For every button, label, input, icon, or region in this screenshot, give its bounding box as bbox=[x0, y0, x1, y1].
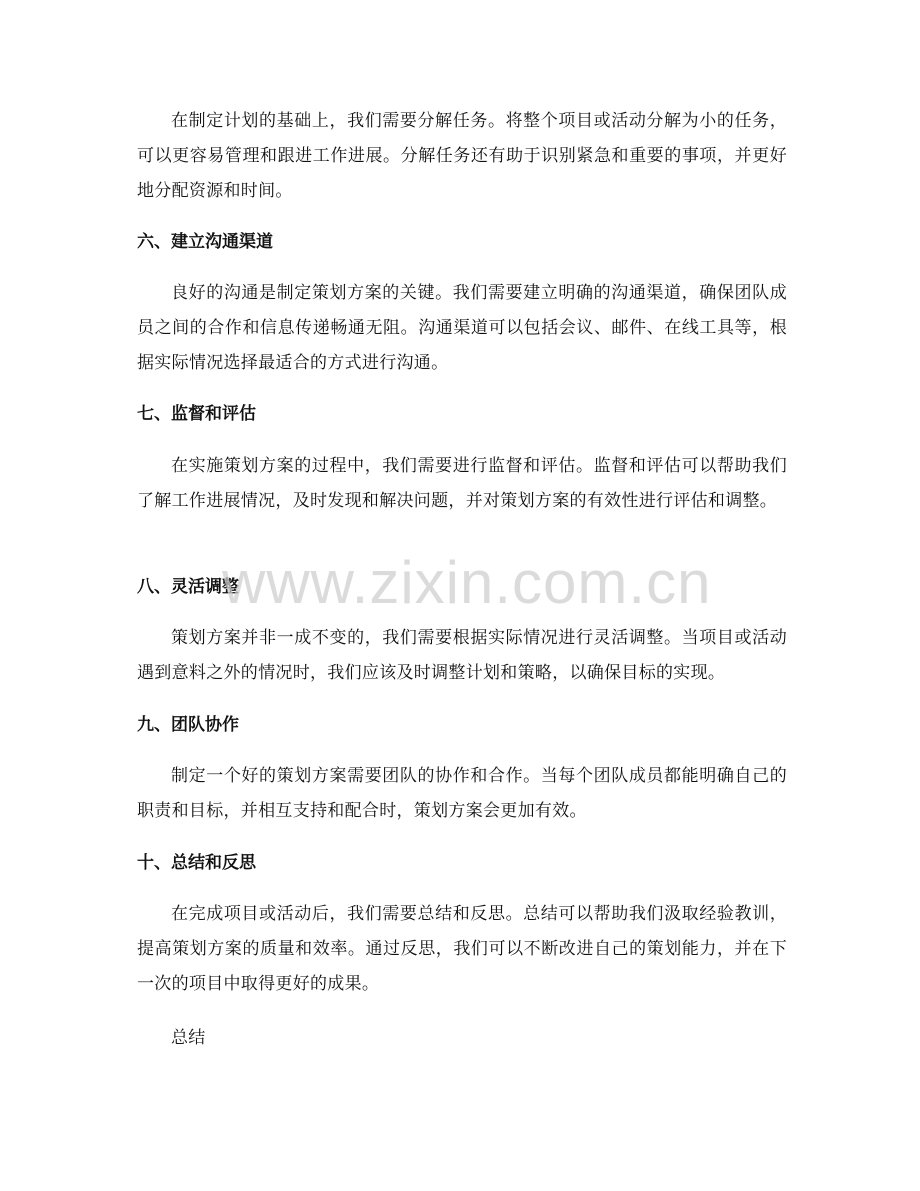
paragraph-summary-reflection: 在完成项目或活动后，我们需要总结和反思。总结可以帮助我们汲取经验教训，提高策划方案的质量和效率。通过反思，我们可以不断改进自己的策划能力，并在下一次的项目中取得更好的成果。 bbox=[137, 904, 787, 994]
paragraph-flexibility: 策划方案并非一成不变的，我们需要根据实际情况进行灵活调整。当项目或活动遇到意料之外的情况时，我们应该及时调整计划和策略，以确保目标的实现。 bbox=[137, 628, 787, 683]
heading-communication: 六、建立沟通渠道 bbox=[137, 232, 273, 252]
heading-summary-reflection: 十、总结和反思 bbox=[137, 853, 256, 873]
heading-teamwork: 九、团队协作 bbox=[137, 715, 239, 735]
paragraph-monitoring: 在实施策划方案的过程中，我们需要进行监督和评估。监督和评估可以帮助我们了解工作进展情况，及时发现和解决问题，并对策划方案的有效性进行评估和调整。 bbox=[137, 456, 787, 511]
heading-flexibility: 八、灵活调整 bbox=[137, 577, 239, 597]
paragraph-teamwork: 制定一个好的策划方案需要团队的协作和合作。当每个团队成员都能明确自己的职责和目标，并相互支持和配合时，策划方案会更加有效。 bbox=[137, 766, 787, 821]
watermark: www.zixin.com.cn bbox=[222, 549, 712, 616]
paragraph-summary-label: 总结 bbox=[171, 1028, 206, 1048]
paragraph-task-breakdown: 在制定计划的基础上，我们需要分解任务。将整个项目或活动分解为小的任务，可以更容易管理和跟进工作进展。分解任务还有助于识别紧急和重要的事项，并更好地分配资源和时间。 bbox=[137, 111, 787, 201]
paragraph-communication: 良好的沟通是制定策划方案的关键。我们需要建立明确的沟通渠道，确保团队成员之间的合作和信息传递畅通无阻。沟通渠道可以包括会议、邮件、在线工具等，根据实际情况选择最适合的方式进行沟通。 bbox=[137, 283, 787, 373]
heading-monitoring: 七、监督和评估 bbox=[137, 404, 256, 424]
